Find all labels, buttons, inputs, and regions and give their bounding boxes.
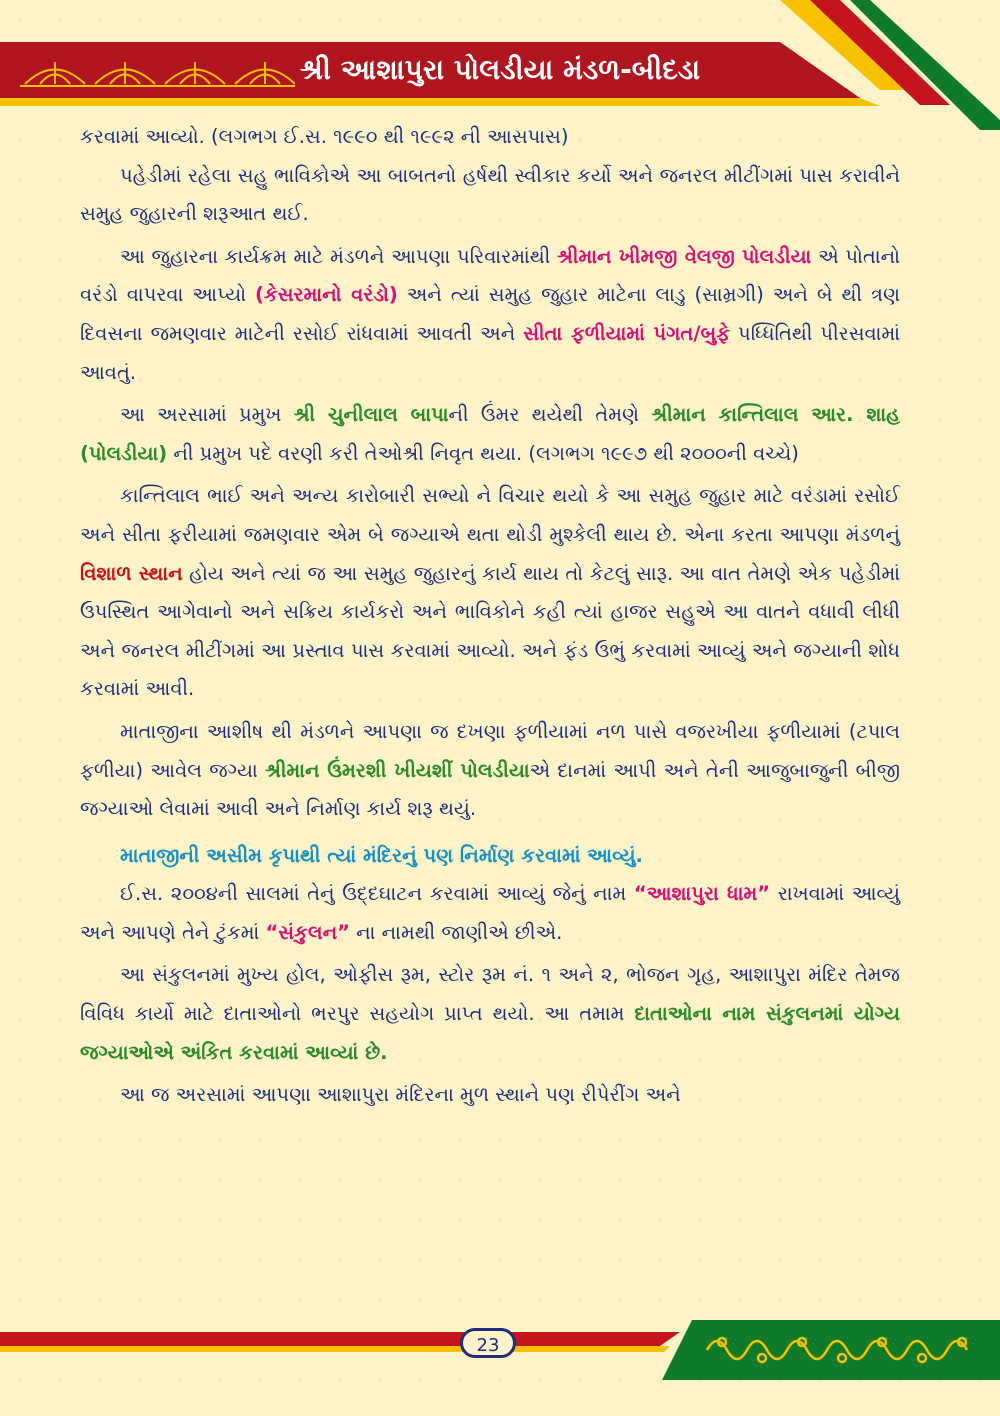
header-yellow-stripe [0, 98, 880, 106]
varando-name: (કેસરમાનો વરંડો) [255, 283, 398, 307]
paragraph-6: માતાજીના આશીષ થી મંડળને આપણા જ દખણા ફળીયામાં નળ પાસે વજરખીયા ફળીયામાં (ટપાલ ફળીયા) આવેલ જગ્યા શ્રીમાન ઉંમરશી ખીયશીં પોલડીયાએ દાનમાં આપી અને તેની આજુબાજુની બીજી જગ્યાઓ લેવામાં આવી અને નિર્માણ કાર્ય શરૂ થયું. [80, 719, 900, 821]
paragraph-2: પહેડીમાં રહેલા સહુ ભાવિકોએ આ બાબતનો હર્ષથી સ્વીકાર કર્યો અને જનરલ મીટીંગમાં પાસ કરાવીને સમુહ જુહારની શરૂઆત થઈ. [80, 163, 900, 226]
paragraph-10: આ જ અરસામાં આપણા આશાપુરા મંદિરના મુળ સ્થાને પણ રીપેરીંગ અને [120, 1083, 681, 1107]
footer-yellow-stripe [0, 1346, 670, 1352]
page-title: શ્રી આશાપુરા પોલડીયા મંડળ-બીદડા [300, 53, 701, 86]
vishal-sthan: વિશાળ સ્થાન [80, 561, 183, 585]
footer-green-band [662, 1320, 1000, 1380]
donor-name-khimji: શ્રીમાન ખીમજી વેલજી પોલડીયા [557, 244, 812, 268]
donors-names-note: દાતાઓના નામ સંકુલનમાં યોગ્ય જગ્યાઓએ અંકિત કરવામાં આવ્યાં છે. [80, 1002, 900, 1064]
paragraph-7-highlight: માતાજીની અસીમ કૃપાથી ત્યાં મંદિરનું પણ નિર્માણ કરવામાં આવ્યું. [120, 843, 643, 867]
paragraph-1: કરવામાં આવ્યો. (લગભગ ઈ.સ. ૧૯૯૦ થી ૧૯૯૨ ની આસપાસ) [80, 125, 569, 148]
footer-red-stripe [0, 1332, 680, 1346]
paragraph-9: આ સંકુલનમાં મુખ્ય હોલ, ઓફીસ રૂમ, સ્ટોર રૂમ નં. ૧ અને ૨, ભોજન ગૃહ, આશાપુરા મંદિર તેમજ વિવિધ કાર્યો માટે દાતાઓનો ભરપુર સહયોગ પ્રાપ્ત થયો. આ તમામ દાતાઓના નામ સંકુલનમાં યોગ્ય જગ્યાઓએ અંકિત કરવામાં આવ્યાં છે. [80, 963, 900, 1064]
sankulan: “સંકુલન” [265, 920, 350, 944]
page-header [0, 0, 1000, 130]
paragraph-5: કાન્તિલાલ ભાઈ અને અન્ય કારોબારી સભ્યો ને વિચાર થયો કે આ સમુહ જુહાર માટે વરંડામાં રસોઈ અને સીતા ફરીયામાં જમણવાર એમ બે જગ્યાએ થતા થોડી મુશ્કેલી થાય છે. એના કરતા આપણા મંડળનું વિશાળ સ્થાન હોય અને ત્યાં જ આ સમુહ જુહારનું કાર્ય થાય તો કેટલું સારૂ. આ વાત તેમણે એક પહેડીમાં ઉપસ્થિત આગેવાનો અને સક્રિય કાર્યકરો અને ભાવિકોને કહી ત્યાં હાજર સહુએ આ વાતને વધાવી લીધી અને જનરલ મીટીંગમાં આ પ્રસ્તાવ પાસ કરવામાં આવ્યો. અને ફંડ ઉભું કરવામાં આવ્યું અને જગ્યાની શોધ કરવામાં આવી. [80, 484, 900, 701]
ashapura-dham: “આશાપુરા ધામ” [633, 882, 771, 906]
president-chunilal: શ્રી ચુનીલાલ બાપા [293, 403, 449, 427]
article-body [80, 118, 900, 1115]
page-number: 23 [460, 1328, 516, 1358]
president-kantilal: શ્રીમાન કાન્તિલાલ આર. શાહ (પોલડીયા) [80, 403, 900, 465]
paragraph-3: આ જુહારના કાર્યક્રમ માટે મંડળને આપણા પરિવારમાંથી શ્રીમાન ખીમજી વેલજી પોલડીયા એ પોતાનો વરંડો વાપરવા આપ્યો (કેસરમાનો વરંડો) અને ત્યાં સમુહ જુહાર માટેના લાડુ (સામ્રગી) અને બે થી ત્રણ દિવસના જમણવાર માટેની રસોઈ રાંધવામાં આવતી અને સીતા ફળીયામાં પંગત/બુફે પધ્ધિતિથી પીરસવામાં આવતું. [80, 244, 901, 384]
lotus-ornament-icon [15, 50, 295, 90]
page-footer [0, 1320, 1000, 1416]
scroll-ornament-icon [662, 1320, 1000, 1380]
donor-umarshi: શ્રીમાન ઉંમરશી ખીયશીં પોલડીયા [264, 758, 530, 782]
paragraph-8: ઈ.સ. ૨૦૦૪ની સાલમાં તેનું ઉદ્દઘાટન કરવામાં આવ્યું જેનું નામ “આશાપુરા ધામ” રાખવામાં આવ્યું અને આપણે તેને ટુંકમાં “સંકુલન” ના નામથી જાણીએ છીએ. [80, 882, 900, 944]
sita-faliya: સીતા ફળીયામાં પંગત/બુફે [523, 321, 731, 345]
paragraph-4: આ અરસામાં પ્રમુખ શ્રી ચુનીલાલ બાપાની ઉંમર થયેથી તેમણે શ્રીમાન કાન્તિલાલ આર. શાહ (પોલડીયા) ની પ્રમુખ પદે વરણી કરી તેઓશ્રી નિવૃત થયા. (લગભગ ૧૯૯૭ થી ૨૦૦૦ની વચ્ચે) [80, 403, 900, 465]
